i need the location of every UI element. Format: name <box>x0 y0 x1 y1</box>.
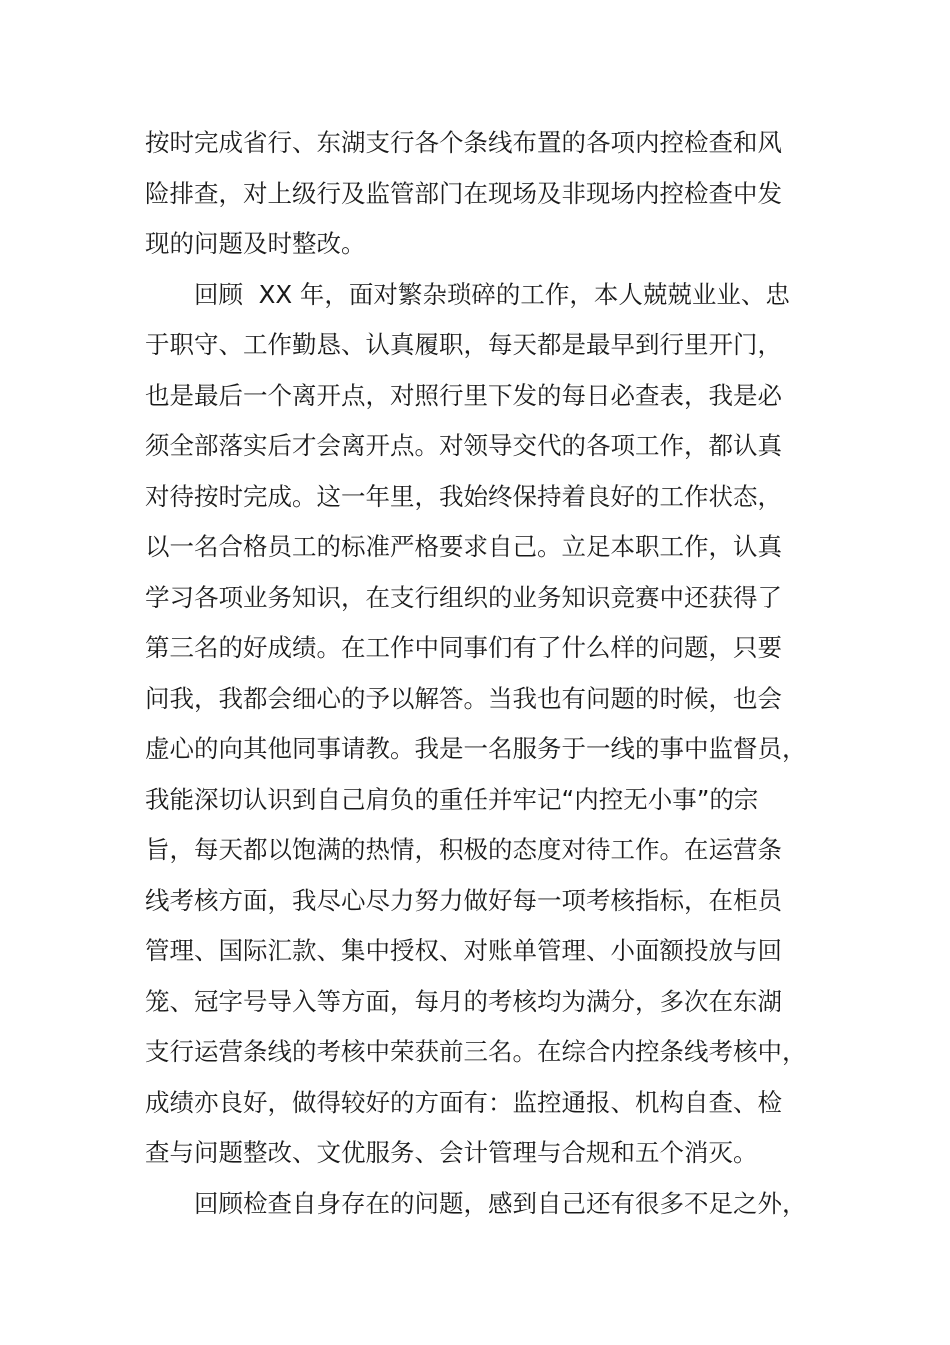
paragraph-2-line-9: 问我，我都会细心的予以解答。当我也有问题的时候，也会 <box>145 683 782 713</box>
paragraph-2-line-11: 我能深切认识到自己肩负的重任并牢记“内控无小事”的宗 <box>145 784 759 814</box>
paragraph-2-line-3: 也是最后一个离开点，对照行里下发的每日必查表，我是必 <box>145 380 782 410</box>
paragraph-2-line-2: 于职守、工作勤恳、认真履职，每天都是最早到行里开门， <box>145 330 782 359</box>
paragraph-2-line-7: 学习各项业务知识，在支行组织的业务知识竞赛中还获得了 <box>145 582 782 612</box>
paragraph-2-line-13: 线考核方面，我尽心尽力努力做好每一项考核指标，在柜员 <box>145 885 782 915</box>
paragraph-2-line-17: 成绩亦良好，做得较好的方面有：监控通报、机构自查、检 <box>145 1087 782 1117</box>
paragraph-2-line-5: 对待按时完成。这一年里，我始终保持着良好的工作状态， <box>145 481 782 511</box>
paragraph-2-line-8: 第三名的好成绩。在工作中同事们有了什么样的问题，只要 <box>145 633 782 662</box>
paragraph-1-line-1: 按时完成省行、东湖支行各个条线布置的各项内控检查和风 <box>145 128 782 157</box>
paragraph-2-line-6: 以一名合格员工的标准严格要求自己。立足本职工作，认真 <box>145 532 782 561</box>
paragraph-1-line-3: 现的问题及时整改。 <box>145 229 366 258</box>
paragraph-2-line-15: 笼、冠字号导入等方面，每月的考核均为满分，多次在东湖 <box>145 986 782 1016</box>
paragraph-1-line-2: 险排查，对上级行及监管部门在现场及非现场内控检查中发 <box>145 178 782 208</box>
paragraph-2-line-12: 旨，每天都以饱满的热情，积极的态度对待工作。在运营条 <box>145 835 782 864</box>
document-body <box>145 118 807 1229</box>
paragraph-2-line-1: 回顾 XX 年，面对繁杂琐碎的工作，本人兢兢业业、忠 <box>194 279 790 309</box>
paragraph-2-line-18: 查与问题整改、文优服务、会计管理与合规和五个消灭。 <box>145 1138 758 1167</box>
paragraph-2-line-10: 虚心的向其他同事请教。我是一名服务于一线的事中监督员， <box>145 734 807 763</box>
paragraph-3-line-1: 回顾检查自身存在的问题，感到自己还有很多不足之外， <box>194 1188 807 1218</box>
paragraph-2-line-14: 管理、国际汇款、集中授权、对账单管理、小面额投放与回 <box>145 936 782 965</box>
paragraph-2-line-4: 须全部落实后才会离开点。对领导交代的各项工作，都认真 <box>145 431 782 460</box>
paragraph-2-line-16: 支行运营条线的考核中荣获前三名。在综合内控条线考核中， <box>145 1037 807 1066</box>
